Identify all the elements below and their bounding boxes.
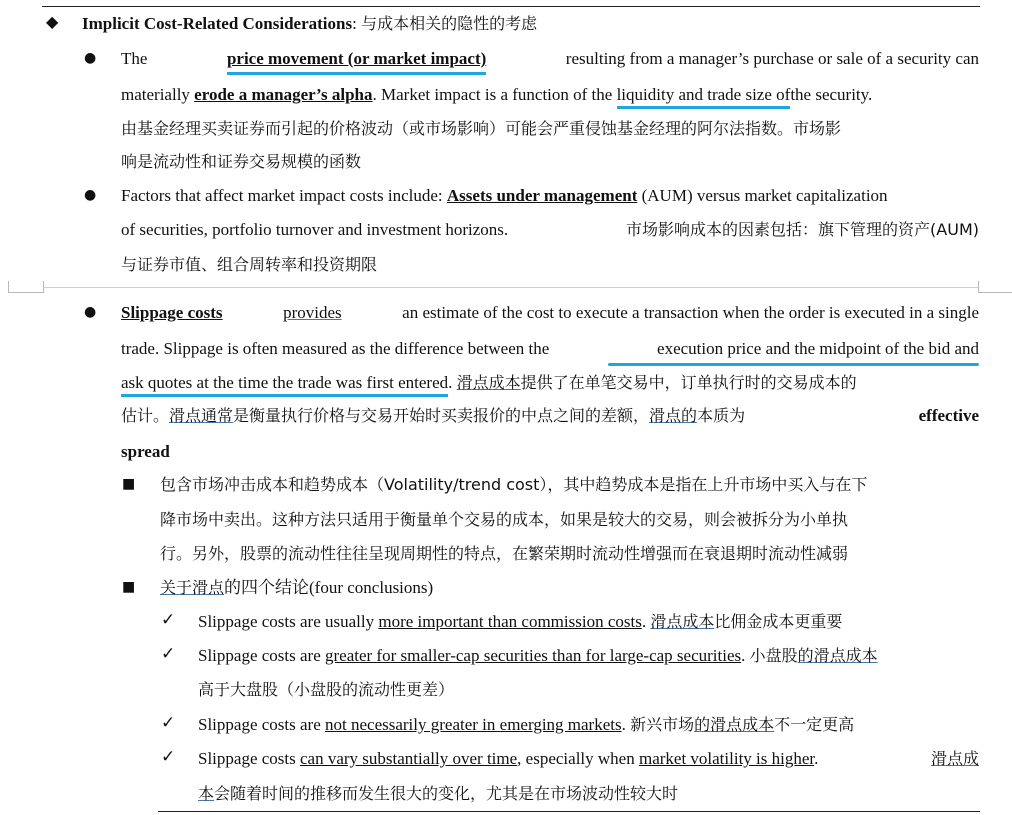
spread-text: spread [121,442,170,461]
bullet3-l4-c: 本质为 [697,406,746,425]
check2-dot: . [741,646,746,665]
check1-line [198,611,842,633]
bullet2-line1 [121,185,888,207]
execution-price-highlight: execution price and the midpoint of the bid and [657,339,979,358]
sub1-line2: 降市场中卖出。这种方法只适用于衡量单个交易的成本，如果是较大的交易，则会被拆分为小单执 [160,510,849,529]
bullet3-line5 [121,441,170,463]
check3-cn-post: 不一定更高 [774,715,855,734]
check1-cn-link[interactable]: 滑点成本 [650,612,715,631]
dot-bullet-icon: ● [84,187,97,203]
dot-bullet-icon: ● [84,304,97,320]
bullet1-line2 [121,84,979,106]
page-break-marker-left [8,281,44,293]
bullet2-l2: of securities, portfolio turnover and investment horizons. [121,220,509,239]
check-icon: ✓ [161,747,176,767]
check3-cn-link[interactable]: 的滑点成本 [694,715,775,734]
check3-dot: . [621,715,626,734]
page-break-marker-right [978,281,1012,293]
bullet3-l2-pre: trade. Slippage is often measured as the difference between the [121,339,550,358]
check3-underline: not necessarily greater in emerging markets [325,715,622,734]
check1-dot: . [641,612,647,631]
heading-title: Implicit Cost-Related Considerations [82,14,353,33]
check4-cn-link2[interactable]: 本 [198,784,215,803]
top-rule [42,6,980,7]
bullet3-l3-cn: 提供了在单笔交易中，订单执行时的交易成本的 [520,373,857,392]
bullet1-cn-line2: 响是流动性和证券交易规模的函数 [121,152,362,171]
bullet2-l2-cn: 市场影响成本的因素包括：旗下管理的资产(AUM) [626,220,979,239]
bullet2-pre: Factors that affect market impact costs include: [121,186,443,205]
dot-bullet-icon: ● [84,50,97,66]
bullet2-post: (AUM) versus market capitalization [641,186,888,205]
check4-dot: . [814,749,819,768]
bottom-rule [158,811,980,812]
bullet3-l4-b: 是衡量执行价格与交易开始时买卖报价的中点之间的差额， [233,406,650,425]
check2-line2: 高于大盘股（小盘股的流动性更差） [198,680,455,699]
check2-line1 [198,645,878,667]
check2-cn-link[interactable]: 的滑点成本 [797,646,878,665]
check3-pre: Slippage costs are [198,715,321,734]
sub2-line [160,577,433,599]
page-break-line [8,287,1004,288]
bullet3-l3-dot: . [448,373,453,392]
ask-quotes-highlight: ask quotes at the time the trade was first entered [121,373,448,397]
bullet3-l4-a: 估计。 [121,406,170,425]
bullet3-line4 [121,405,979,427]
aum-text: Assets under management [446,186,638,205]
check4-underline2: market volatility is higher [638,749,815,768]
bullet2-cn: 与证券市值、组合周转率和投资期限 [121,255,378,274]
section-heading [82,13,537,35]
check4-main [198,748,818,770]
sub1-line3: 行。另外，股票的流动性往往呈现周期性的特点，在繁荣期时流动性增强而在衰退期时流动性减弱 [160,544,849,563]
check1-pre: Slippage costs are usually [198,612,375,631]
bullet1-l2-mid: . Market impact is a function of the [372,85,613,104]
square-bullet-icon: ■ [122,579,136,595]
check3-line [198,714,854,736]
diamond-bullet-icon: ◆ [46,12,59,31]
check2-underline: greater for smaller-cap securities than for large-cap securities [325,646,742,665]
bullet1-rest: resulting from a manager’s purchase or sale of a security can [565,49,979,68]
bullet3-line2 [121,338,979,360]
provides-link[interactable]: provides [283,303,342,322]
bullet2-line2 [121,219,979,241]
check4-mid: , especially when [517,749,635,768]
execution-price-highlight-underline [608,363,979,366]
check3-cn-pre: 新兴市场 [630,715,695,734]
check4-cn2: 会随着时间的推移而发生很大的变化，尤其是在市场波动性较大时 [214,784,679,803]
check4-pre: Slippage costs [198,749,296,768]
slippage-costs-term: Slippage costs [121,303,223,322]
bullet1-pre: The [121,49,148,68]
sub2-text: 的四个结论(four conclusions) [224,578,434,597]
slippage-of-link[interactable]: 滑点的 [649,406,698,425]
sub1-line1: 包含市场冲击成本和趋势成本（Volatility/trend cost），其中趋势成本是指在上升市场中买入与在下 [160,475,868,494]
check1-cn: 比佣金成本更重要 [714,612,843,631]
slippage-usually-link[interactable]: 滑点通常 [169,406,234,425]
check2-cn-pre: 小盘股 [749,646,798,665]
heading-colon: : [352,14,357,33]
heading-title-cn: 与成本相关的隐性的考虑 [361,14,538,33]
bullet3-rest: an estimate of the cost to execute a transaction when the order is executed in a single [402,303,979,322]
bullet1-l2-end: the security. [790,85,873,104]
liquidity-highlight: liquidity and trade size of [617,85,791,109]
check-icon: ✓ [161,644,176,664]
bullet1-l2-pre: materially [121,85,190,104]
check4-cn-link1[interactable]: 滑点成 [930,749,979,768]
price-movement-highlight: price movement (or market impact) [227,48,486,75]
slippage-cost-link[interactable]: 滑点成本 [456,373,521,392]
square-bullet-icon: ■ [122,476,136,492]
check4-underline: can vary substantially over time [300,749,518,768]
check-icon: ✓ [161,713,176,733]
bullet3-line3 [121,372,979,394]
check-icon: ✓ [161,610,176,630]
check1-underline: more important than commission costs [378,612,642,631]
check2-pre: Slippage costs are [198,646,321,665]
effective-text: effective [918,406,979,425]
check4-line1 [198,748,979,770]
bullet3-line1 [121,302,979,324]
erode-alpha-text: erode a manager’s alpha [194,85,373,104]
bullet1-line1 [121,48,979,75]
about-slippage-link[interactable]: 关于滑点 [160,578,225,597]
bullet1-cn-line1: 由基金经理买卖证券而引起的价格波动（或市场影响）可能会严重侵蚀基金经理的阿尔法指数。市场影 [121,119,842,138]
bullet3-l4 [121,405,745,427]
check4-line2 [198,783,678,805]
